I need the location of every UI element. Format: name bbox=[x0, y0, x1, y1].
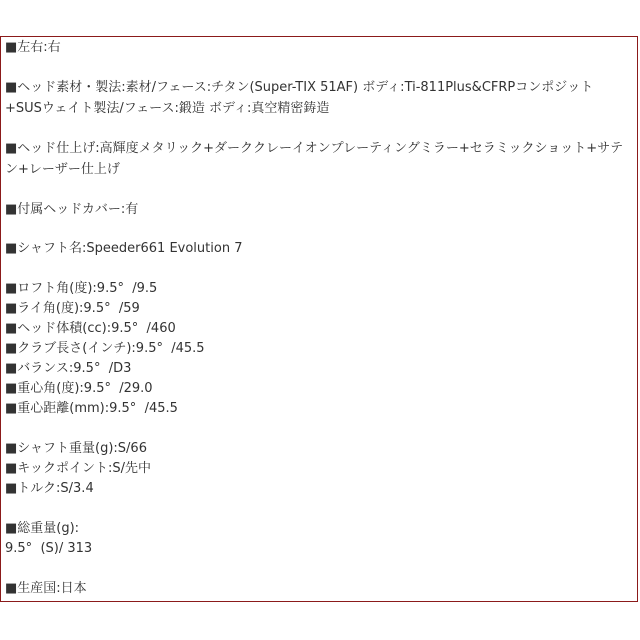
spec-head-material-1: ■ヘッド素材・製法:素材/フェース:チタン(Super-TIX 51AF) ボディ:Ti-811Plus&CFRPコンポジット bbox=[5, 80, 594, 95]
spec-torque: ■トルク:S/3.4 bbox=[5, 481, 94, 496]
spec-loft: ■ロフト角(度):9.5° /9.5 bbox=[5, 281, 158, 296]
spec-club-length: ■クラブ長さ(インチ):9.5° /45.5 bbox=[5, 341, 205, 356]
spec-balance: ■バランス:9.5° /D3 bbox=[5, 361, 132, 376]
spec-frame bbox=[0, 36, 638, 602]
spec-total-weight-label: ■総重量(g): bbox=[5, 521, 80, 536]
spec-total-weight-value: 9.5° (S)/ 313 bbox=[5, 541, 93, 556]
spec-head-cover: ■付属ヘッドカバー:有 bbox=[5, 202, 139, 217]
spec-lie: ■ライ角(度):9.5° /59 bbox=[5, 301, 140, 316]
spec-shaft-weight: ■シャフト重量(g):S/66 bbox=[5, 441, 147, 456]
spec-head-volume: ■ヘッド体積(cc):9.5° /460 bbox=[5, 321, 176, 336]
spec-head-finish-1: ■ヘッド仕上げ:高輝度メタリック+ダーククレーイオンプレーティングミラー+セラミックショット+サテ bbox=[5, 141, 624, 156]
spec-shaft-name: ■シャフト名:Speeder661 Evolution 7 bbox=[5, 241, 243, 256]
spec-cg-distance: ■重心距離(mm):9.5° /45.5 bbox=[5, 401, 178, 416]
spec-head-material-2: +SUSウェイト製法/フェース:鍛造 ボディ:真空精密鋳造 bbox=[5, 101, 330, 116]
spec-cg-angle: ■重心角(度):9.5° /29.0 bbox=[5, 381, 153, 396]
spec-hand: ■左右:右 bbox=[5, 40, 61, 55]
spec-origin: ■生産国:日本 bbox=[5, 581, 87, 596]
spec-kick-point: ■キックポイント:S/先中 bbox=[5, 461, 152, 476]
spec-head-finish-2: ン+レーザー仕上げ bbox=[5, 162, 120, 177]
